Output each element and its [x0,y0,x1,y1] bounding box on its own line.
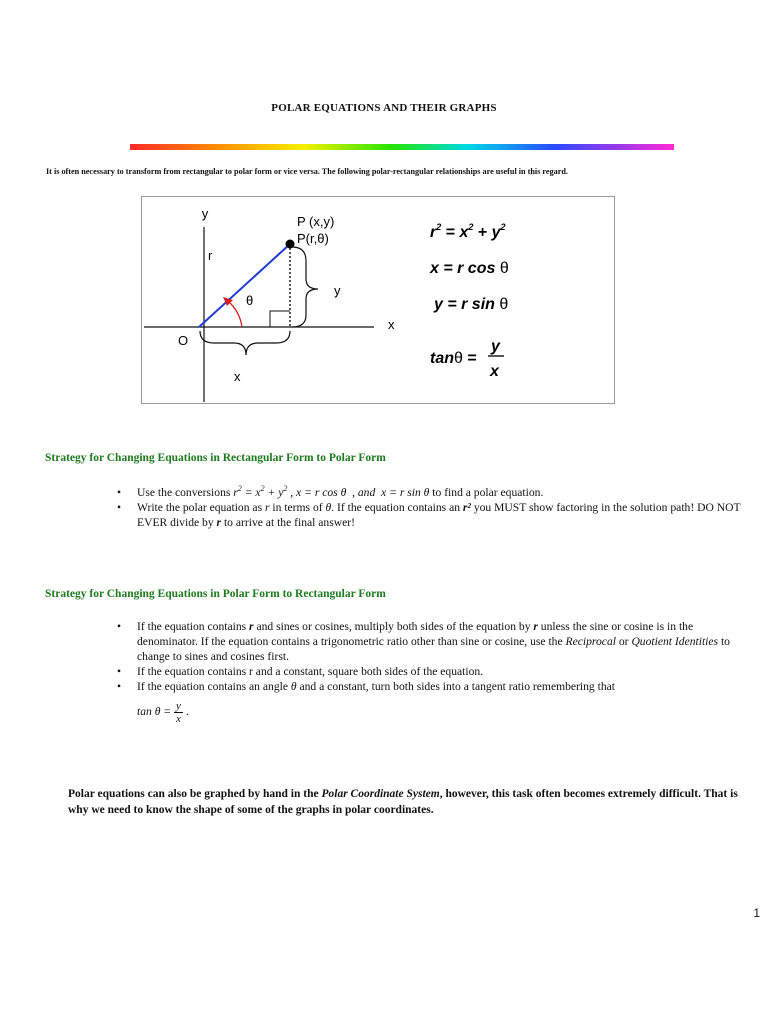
page-title: POLAR EQUATIONS AND THEIR GRAPHS [271,102,497,114]
x-brace [200,331,290,355]
section1-heading: Strategy for Changing Equations in Rectangular Form to Polar Form [45,452,386,464]
equation-x: x = r cos θ [430,260,509,277]
list-item: • If the equation contains r and a constant, square both sides of the equation. [115,664,755,679]
label-p-rtheta: P(r,θ) [297,231,329,246]
label-p-xy: P (x,y) [297,214,335,229]
tangent-identity: tan θ = $\frac{y}{x}$ . [137,700,189,725]
equation-tan-lhs: tanθ = [430,350,477,367]
label-x-axis: x [388,317,395,332]
y-brace [292,247,318,327]
equation-tan-den: x [490,363,499,380]
rainbow-divider [130,144,674,150]
section2-heading: Strategy for Changing Equations in Polar Form to Rectangular Form [45,588,386,600]
label-theta: θ [246,293,254,308]
closing-paragraph: Polar equations can also be graphed by hand in the Polar Coordinate System, however, this task often becomes extremely difficult. That is why we need to know the shape of some of the graphs in polar coordinates. [68,788,738,816]
section2-list [115,619,755,694]
conversion-formulas: $r^2 = x^2 + y^2$ , x = r cos θ , and x = r sin θ [233,484,430,499]
right-angle-marker [270,311,290,327]
page-number: 1 [753,906,760,920]
label-brace-x: x [234,369,241,384]
radius-vector [199,244,290,327]
equation-y: y = r sin θ [434,296,509,313]
angle-arc [228,301,242,327]
list-item: • If the equation contains r and sines or cosines, multiply both sides of the equation by r unless the sine or cosine is in the denominator. If the equation contains a trigonometric ratio other than sine or cosine, use the Reciprocal or Quotient Identities to change to sines and cosines first. [115,619,755,664]
label-origin: O [178,333,189,348]
label-r: r [208,248,213,263]
list-item: • Use the conversions $r^2 = x^2 + y^2$ , x = r cos θ , and x = r sin θ to find a polar equation. [115,485,755,500]
list-item: • Write the polar equation as r in terms of θ. If the equation contains an r² you MUST show factoring in the solution path! DO NOT EVER divide by r to arrive at the final answer! [115,500,755,530]
intro-text: It is often necessary to transform from rectangular to polar form or vice versa. The following polar-rectangular relationships are useful in this regard. [46,167,568,176]
label-brace-y: y [334,283,341,298]
polar-rectangular-figure [141,196,615,404]
section1-list [115,485,755,530]
list-item: • If the equation contains an angle θ and a constant, turn both sides into a tangent ratio remembering that [115,679,755,694]
equation-r-squared: $r^2 = x^2 + y^2$ [430,222,506,241]
label-y-axis: y [201,206,209,221]
equation-tan-num: y [491,338,500,355]
